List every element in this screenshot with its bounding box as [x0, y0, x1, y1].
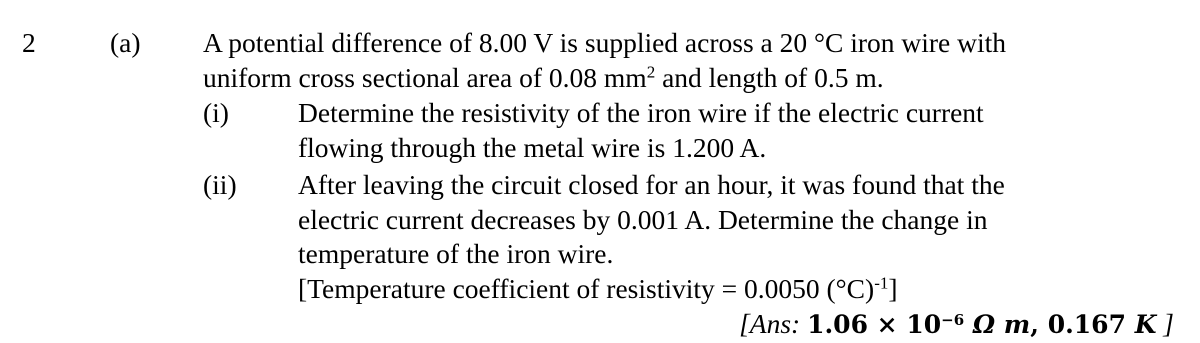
question-number: 2 — [22, 27, 36, 58]
coefficient-note-text: [Temperature coefficient of resistivity = 0.0050 (°C) — [298, 273, 875, 304]
sub-question-i-line-1: Determine the resistivity of the iron wire if the electric current — [298, 97, 984, 128]
coefficient-note — [298, 275, 898, 303]
sub-question-ii-label: (ii) — [203, 169, 237, 200]
area-exponent: 2 — [646, 62, 656, 82]
answer-suffix: ] — [1156, 308, 1174, 339]
coefficient-exponent: -1 — [874, 273, 889, 293]
part-label: (a) — [110, 27, 141, 58]
sub-question-ii-line-1: After leaving the circuit closed for an hour, it was found that the — [298, 169, 1005, 200]
answer-unit-1: Ω m — [964, 310, 1031, 339]
answer-exponent: −6 — [941, 310, 965, 329]
stem-line-2-tail: and length of 0.5 m. — [655, 62, 884, 93]
sub-question-ii-line-3: temperature of the iron wire. — [298, 238, 614, 269]
sub-question-i-line-2: flowing through the metal wire is 1.200 A. — [298, 132, 767, 163]
sub-question-i-label: (i) — [203, 97, 229, 128]
answer-value-2: 0.167 — [1047, 310, 1126, 339]
question-stem-line-1: A potential difference of 8.00 V is supplied across a 20 °C iron wire with — [203, 27, 1007, 58]
sub-question-ii-line-2: electric current decreases by 0.001 A. Determine the change in — [298, 204, 988, 235]
stem-line-2-text: uniform cross sectional area of 0.08 mm — [203, 62, 647, 93]
answer-unit-2: K — [1125, 310, 1157, 339]
answer-separator: , — [1030, 310, 1048, 339]
answer-prefix: [Ans: — [739, 308, 808, 339]
answer-value-1: 1.06 × 10 — [807, 310, 942, 339]
coefficient-note-close: ] — [888, 273, 898, 304]
answer-line — [739, 310, 1174, 338]
question-stem-line-2 — [203, 64, 884, 92]
